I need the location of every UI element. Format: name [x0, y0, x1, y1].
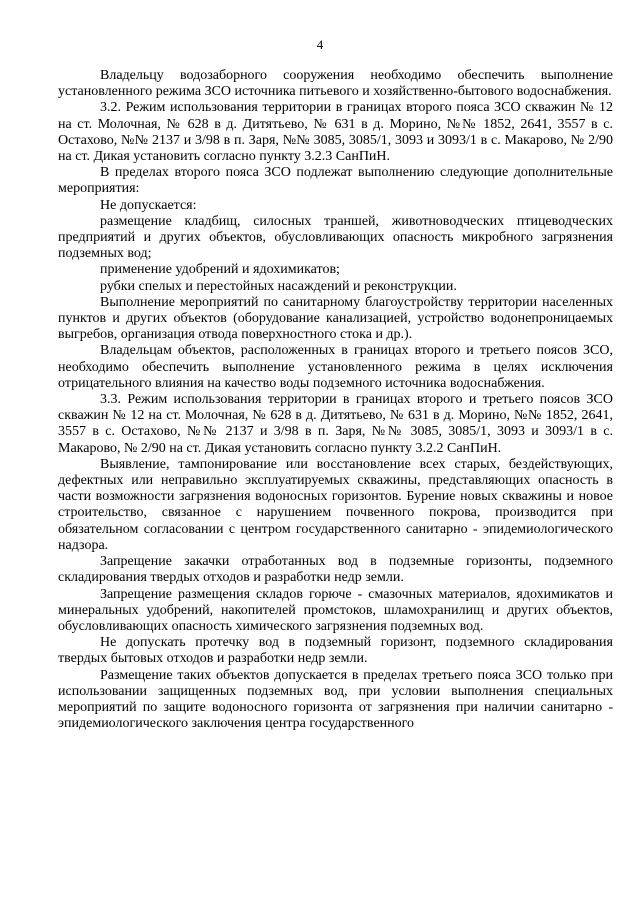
body-text	[58, 68, 613, 732]
paragraph-leakage: Не допускать протечку вод в подземный горизонт, подземного складирования твердых бытовых отходов и разработки недр земли.	[58, 635, 613, 667]
paragraph-injection-ban: Запрещение закачки отработанных вод в подземные горизонты, подземного складирования твердых отходов и разработки недр земли.	[58, 554, 613, 586]
paragraph-section-3-3: 3.3. Режим использования территории в границах второго и третьего поясов ЗСО скважин № 12 на ст. Молочная, № 628 в д. Дитятьево, № 631 в д. Морино, №№ 1852, 2641, 3557 в с. Остахово, №№ 2137 и 3/98 в п. Заря, №№ 3085, 3085/1, 3093 и 3093/1 в с. Макарово, № 2/90 на ст. Дикая установить согласно пункту 3.2.2 СанПиН.	[58, 392, 613, 456]
paragraph-additional-measures: В пределах второго пояса ЗСО подлежат выполнению следующие дополнительные мероприятия:	[58, 165, 613, 197]
paragraph-sanitary-measures: Выполнение мероприятий по санитарному благоустройству территории населенных пунктов и других объектов (оборудование канализацией, устройство водонепроницаемых выгребов, организация отвода поверхностного стока и др.).	[58, 294, 613, 343]
paragraph-logging: рубки спелых и перестойных насаждений и реконструкции.	[100, 278, 457, 294]
paragraph-placement: Размещение таких объектов допускается в пределах третьего пояса ЗСО только при использовании защищенных подземных вод, при условии выполнения специальных мероприятий по защите водоносного горизонта от загрязнения при наличии санитарно - эпидемиологического заключения центра государственного	[58, 667, 613, 732]
paragraph-owners-zones: Владельцам объектов, расположенных в границах второго и третьего поясов ЗСО, необходимо обеспечить выполнение установленного режима в целях исключения отрицательного влияния на качество воды подземного источника водоснабжения.	[58, 343, 613, 391]
paragraph-storage-ban: Запрещение размещения складов горюче - смазочных материалов, ядохимикатов и минеральных удобрений, накопителей промстоков, шламохранилищ и других объектов, обусловливающих опасность химического загрязнения подземных вод.	[58, 586, 613, 634]
paragraph-fertilizers: применение удобрений и ядохимикатов;	[100, 262, 340, 278]
paragraph-owner-obligation: Владельцу водозаборного сооружения необходимо обеспечить выполнение установленного режима ЗСО источника питьевого и хозяйственно-бытового водоснабжения.	[58, 68, 613, 100]
paragraph-cemeteries: размещение кладбищ, силосных траншей, животноводческих птицеводческих предприятий и других объектов, обусловливающих опасность микробного загрязнения подземных вод;	[58, 213, 613, 262]
paragraph-not-allowed: Не допускается:	[100, 197, 197, 213]
page-number: 4	[316, 37, 324, 52]
paragraph-section-3-2: 3.2. Режим использования территории в границах второго пояса ЗСО скважин № 12 на ст. Молочная, № 628 в д. Дитятьево, № 631 в д. Морино, №№ 1852, 2641, 3557 в с. Остахово, №№ 2137 и 3/98 в п. Заря, №№ 3085, 3085/1, 3093 и 3093/1 в с. Макарово, № 2/90 на ст. Дикая установить согласно пункту 3.2.3 СанПиН.	[58, 100, 613, 165]
paragraph-wells: Выявление, тампонирование или восстановление всех старых, бездействующих, дефектных или неправильно эксплуатируемых скважины, представляющих опасность в части возможности загрязнения водоносных горизонтов. Бурение новых скважины и новое строительство, связанное с нарушением почвенного покрова, производится при обязательном согласовании с центром государственного санитарно - эпидемиологического надзора.	[58, 456, 613, 553]
